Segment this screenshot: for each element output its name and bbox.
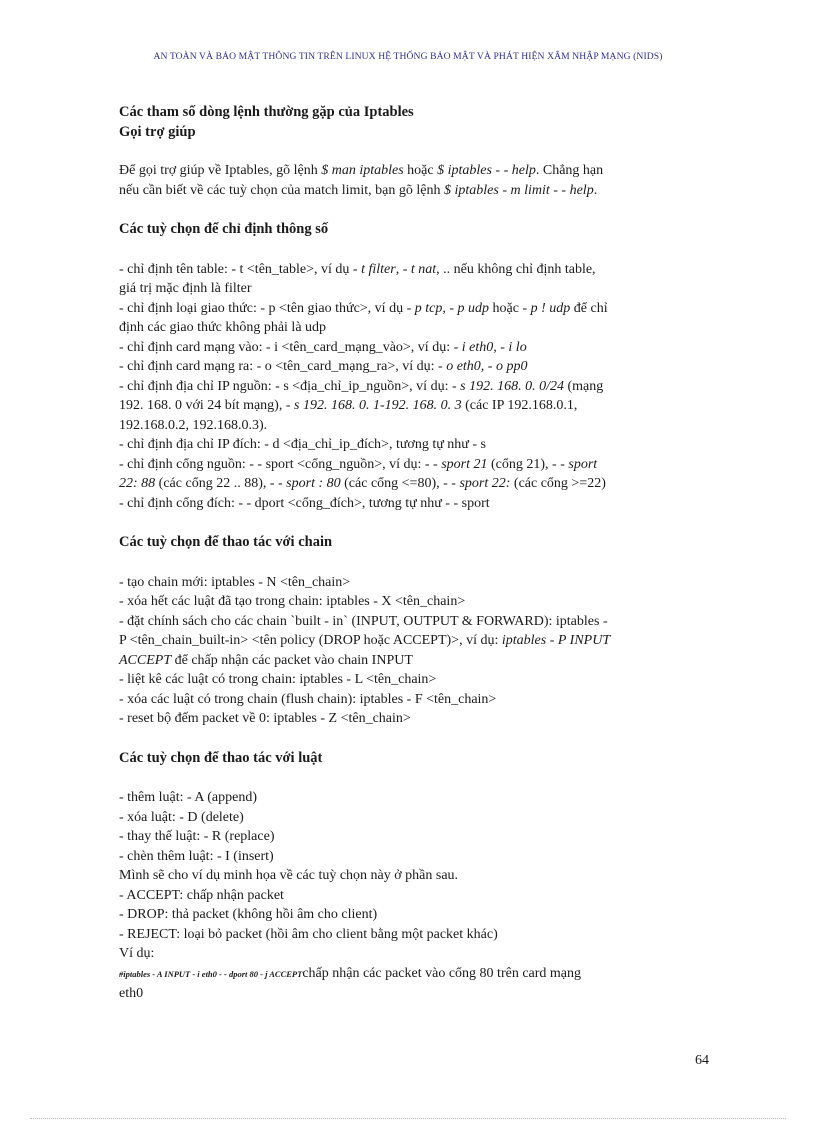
chain-line: - tạo chain mới: iptables - N <tên_chain>: [119, 574, 351, 590]
rules-line: - DROP: thả packet (không hồi âm cho client): [119, 907, 378, 922]
chain-line: P <tên_chain_built-in> <tên policy (DROP hoặc ACCEPT)>, ví dụ: iptables - P INPUT: [119, 633, 611, 648]
params-line: 192.168.0.2, 192.168.0.3).: [119, 417, 268, 433]
chain-line: - xóa hết các luật đã tạo trong chain: iptables - X <tên_chain>: [119, 594, 466, 609]
rules-line: - thêm luật: - A (append): [119, 790, 258, 805]
chain-line: - xóa các luật có trong chain (flush chain): iptables - F <tên_chain>: [119, 691, 497, 707]
params-line: 22: 88 (các cổng 22 .. 88), - - sport : 80 (các cổng <=80), - - sport 22: (các cổng >=22): [119, 476, 606, 491]
params-line: - chỉ định cổng nguồn: - - sport <cổng_nguồn>, ví dụ: - - sport 21 (cổng 21), - - sport: [119, 456, 598, 472]
rules-line: eth0: [119, 986, 144, 1001]
params-line: 192. 168. 0 với 24 bít mạng), - s 192. 168. 0. 1-192. 168. 0. 3 (các IP 192.168.0.1,: [119, 398, 578, 413]
rules-line: Ví dụ:: [119, 946, 155, 961]
bottom-divider: [30, 1118, 786, 1119]
params-heading: Các tuỳ chọn để chỉ định thông số: [119, 221, 329, 237]
params-line: - chỉ định cổng đích: - - dport <cổng_đích>, tương tự như - - sport: [119, 495, 490, 511]
params-line: - chỉ định loại giao thức: - p <tên giao thức>, ví dụ - p tcp, - p udp hoặc - p ! udp để chỉ: [119, 300, 608, 316]
params-line: giá trị mặc định là filter: [119, 281, 252, 296]
chain-line: ACCEPT để chấp nhận các packet vào chain INPUT: [119, 652, 413, 668]
chain-line: - reset bộ đếm packet về 0: iptables - Z <tên_chain>: [119, 711, 411, 726]
help-paragraph-line2: nếu cần biết về các tuỳ chọn của match limit, bạn gõ lệnh $ iptables - m limit - - help.: [119, 182, 598, 198]
running-header: AN TOÀN VÀ BẢO MẬT THÔNG TIN TRÊN LINUX HỆ THỐNG BẢO MẬT VÀ PHÁT HIỆN XÂM NHẬP MẠNG (NIDS): [153, 51, 663, 62]
rules-heading: Các tuỳ chọn để thao tác với luật: [119, 749, 323, 766]
rules-line: - xóa luật: - D (delete): [119, 809, 244, 825]
params-line: - chỉ định tên table: - t <tên_table>, ví dụ - t filter, - t nat, .. nếu không chỉ định table,: [119, 261, 596, 277]
chain-line: - đặt chính sách cho các chain `built - in` (INPUT, OUTPUT & FORWARD): iptables -: [119, 613, 608, 629]
rules-line: Mình sẽ cho ví dụ minh họa về các tuỳ chọn này ở phần sau.: [119, 868, 459, 883]
chain-heading: Các tuỳ chọn để thao tác với chain: [119, 534, 333, 550]
rules-example-line: #iptables - A INPUT - i eth0 - - dport 80 - j ACCEPTchấp nhận các packet vào cổng 80 trên card mạng: [119, 965, 582, 981]
page-number: 64: [695, 1053, 709, 1068]
params-line: - chỉ định card mạng ra: - o <tên_card_mạng_ra>, ví dụ: - o eth0, - o pp0: [119, 359, 528, 374]
rules-line: - REJECT: loại bỏ packet (hồi âm cho client bằng một packet khác): [119, 926, 498, 942]
rules-line: - thay thế luật: - R (replace): [119, 829, 275, 844]
section-title: Các tham số dòng lệnh thường gặp của Iptables: [119, 104, 414, 120]
page-body: [119, 103, 699, 1004]
params-line: định các giao thức không phải là udp: [119, 320, 327, 335]
params-line: - chỉ định card mạng vào: - i <tên_card_mạng_vào>, ví dụ: - i eth0, - i lo: [119, 339, 527, 355]
rules-line: - ACCEPT: chấp nhận packet: [119, 887, 284, 903]
params-line: - chỉ định địa chỉ IP đích: - d <địa_chỉ_ip_đích>, tương tự như - s: [119, 437, 486, 452]
help-paragraph-line1: Để gọi trợ giúp về Iptables, gõ lệnh $ man iptables hoặc $ iptables - - help. Chẳng hạn: [119, 163, 604, 178]
params-line: - chỉ định địa chỉ IP nguồn: - s <địa_chỉ_ip_nguồn>, ví dụ: - s 192. 168. 0. 0/24 (mạng: [119, 378, 604, 394]
help-heading: Gọi trợ giúp: [119, 123, 196, 140]
rules-line: - chèn thêm luật: - I (insert): [119, 848, 274, 864]
chain-line: - liệt kê các luật có trong chain: iptables - L <tên_chain>: [119, 672, 437, 687]
